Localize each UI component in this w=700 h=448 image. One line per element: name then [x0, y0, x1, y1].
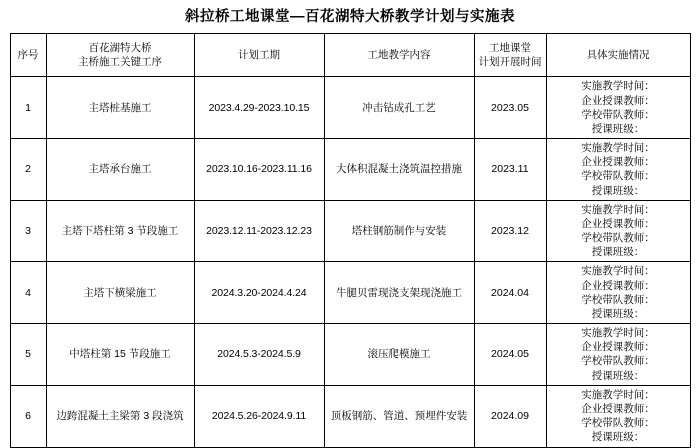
cell-index: 6: [10, 385, 46, 447]
teaching-plan-table: [10, 33, 691, 447]
detail-line: 学校带队教师：: [581, 417, 655, 430]
table-row: [10, 77, 690, 139]
detail-line: 实施教学时间：: [581, 142, 655, 155]
cell-teach-content: 大体积混凝土浇筑温控措施: [324, 139, 474, 201]
cell-class-date: 2023.12: [474, 200, 546, 262]
cell-detail: [546, 77, 690, 139]
detail-line: 企业授课教师：: [581, 341, 655, 354]
cell-index: 5: [10, 324, 46, 386]
detail-line: 学校带队教师：: [581, 355, 655, 368]
detail-line: 授课班级：: [591, 307, 645, 320]
detail-line: 实施教学时间：: [581, 327, 655, 340]
cell-teach-content: 顶板钢筋、管道、预埋件安装: [324, 385, 474, 447]
cell-process: 主塔承台施工: [46, 139, 194, 201]
detail-line: 授课班级：: [591, 184, 645, 197]
cell-plan-date: 2024.5.26-2024.9.11: [194, 385, 324, 447]
cell-teach-content: 冲击钻成孔工艺: [324, 77, 474, 139]
detail-line: 授课班级：: [591, 431, 645, 444]
detail-line: 授课班级：: [591, 246, 645, 259]
page-title: 斜拉桥工地课堂—百花湖特大桥教学计划与实施表: [185, 9, 515, 25]
header-teach-content: 工地教学内容: [324, 34, 474, 77]
detail-line: 企业授课教师：: [581, 217, 655, 230]
header-index: 序号: [10, 34, 46, 77]
detail-line: 学校带队教师：: [581, 232, 655, 245]
cell-detail: [546, 139, 690, 201]
header-class-date: [474, 34, 546, 77]
detail-line: 实施教学时间：: [581, 203, 655, 216]
table-row: [10, 385, 690, 447]
cell-detail: [546, 324, 690, 386]
detail-line: 学校带队教师：: [581, 293, 655, 306]
cell-process: 主塔下塔柱第 3 节段施工: [46, 200, 194, 262]
cell-class-date: 2024.05: [474, 324, 546, 386]
table-row: [10, 262, 690, 324]
cell-detail: [546, 262, 690, 324]
detail-line: 学校带队教师：: [581, 170, 655, 183]
cell-process: 主塔桩基施工: [46, 77, 194, 139]
cell-index: 1: [10, 77, 46, 139]
header-class-date-line1: 工地课堂: [489, 42, 531, 55]
header-process-line1: 百花湖特大桥: [88, 42, 152, 55]
cell-detail: [546, 385, 690, 447]
cell-process: 主塔下横梁施工: [46, 262, 194, 324]
table-row: [10, 324, 690, 386]
header-process-line2: 主桥施工关键工序: [78, 56, 162, 69]
detail-line: 授课班级：: [591, 122, 645, 135]
detail-line: 企业授课教师：: [581, 279, 655, 292]
table-header: [10, 34, 690, 77]
cell-process: 中塔柱第 15 节段施工: [46, 324, 194, 386]
detail-line: 授课班级：: [591, 369, 645, 382]
cell-index: 2: [10, 139, 46, 201]
cell-plan-date: 2023.10.16-2023.11.16: [194, 139, 324, 201]
cell-teach-content: 塔柱钢筋制作与安装: [324, 200, 474, 262]
header-plan-date: 计划工期: [194, 34, 324, 77]
cell-class-date: 2023.05: [474, 77, 546, 139]
cell-class-date: 2024.09: [474, 385, 546, 447]
detail-line: 实施教学时间：: [581, 80, 655, 93]
detail-line: 企业授课教师：: [581, 94, 655, 107]
table-row: [10, 139, 690, 201]
detail-line: 企业授课教师：: [581, 403, 655, 415]
cell-plan-date: 2024.3.20-2024.4.24: [194, 262, 324, 324]
detail-line: 学校带队教师：: [581, 108, 655, 121]
cell-index: 4: [10, 262, 46, 324]
detail-line: 实施教学时间：: [581, 388, 655, 401]
cell-detail: [546, 200, 690, 262]
header-row: [10, 34, 690, 77]
cell-plan-date: 2024.5.3-2024.5.9: [194, 324, 324, 386]
table-row: [10, 200, 690, 262]
cell-index: 3: [10, 200, 46, 262]
table-body: [10, 77, 690, 447]
cell-class-date: 2023.11: [474, 139, 546, 201]
detail-line: 实施教学时间：: [581, 265, 655, 278]
cell-teach-content: 滚压爬模施工: [324, 324, 474, 386]
header-process: [46, 34, 194, 77]
cell-process: 边跨混凝土主梁第 3 段浇筑: [46, 385, 194, 447]
cell-plan-date: 2023.12.11-2023.12.23: [194, 200, 324, 262]
header-class-date-line2: 计划开展时间: [478, 56, 542, 69]
header-detail: 具体实施情况: [546, 34, 690, 77]
cell-plan-date: 2023.4.29-2023.10.15: [194, 77, 324, 139]
cell-teach-content: 牛腿贝雷现浇支架现浇施工: [324, 262, 474, 324]
cell-class-date: 2024.04: [474, 262, 546, 324]
detail-line: 企业授课教师：: [581, 156, 655, 169]
